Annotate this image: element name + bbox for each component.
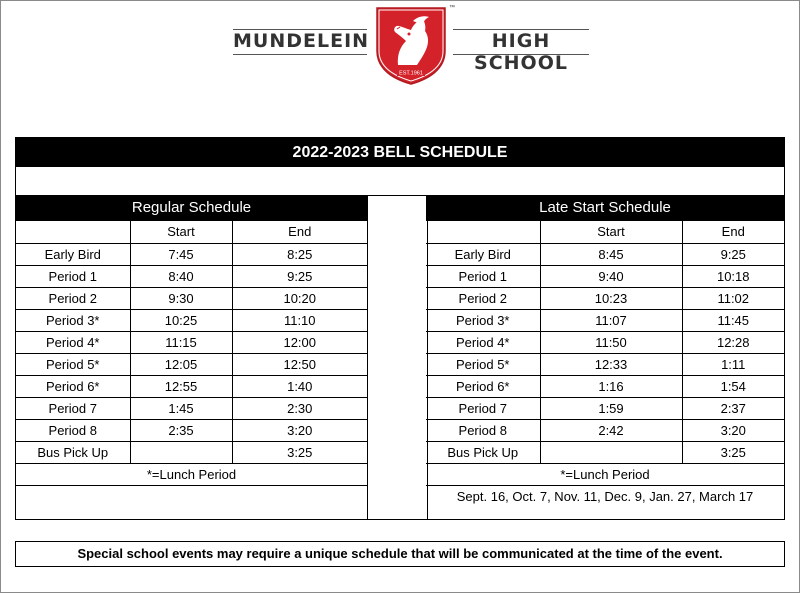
schedule-row xyxy=(426,331,784,353)
period-cell: Period 8 xyxy=(426,419,540,441)
lunch-footnote: *=Lunch Period xyxy=(16,463,367,485)
period-cell: Period 7 xyxy=(426,397,540,419)
start-time-cell: 1:59 xyxy=(540,397,682,419)
brand-name-right: HIGH SCHOOL xyxy=(453,29,589,55)
regular-schedule xyxy=(16,195,367,507)
schedule-row xyxy=(426,441,784,463)
end-time-cell: 12:28 xyxy=(682,331,784,353)
end-time-cell: 1:54 xyxy=(682,375,784,397)
end-time-cell: 2:30 xyxy=(232,397,367,419)
start-time-cell: 8:45 xyxy=(540,243,682,265)
footnote-row xyxy=(426,463,784,485)
schedule-row xyxy=(426,419,784,441)
title-spacer-row xyxy=(16,167,784,196)
regular-schedule-grid xyxy=(16,221,367,507)
period-header-cell xyxy=(426,221,540,243)
period-cell: Period 8 xyxy=(16,419,130,441)
start-time-cell: 1:45 xyxy=(130,397,232,419)
schedule-row xyxy=(16,309,367,331)
mustang-logo-icon xyxy=(373,5,449,85)
start-time-cell: 2:42 xyxy=(540,419,682,441)
end-time-cell: 12:50 xyxy=(232,353,367,375)
period-cell: Period 4* xyxy=(426,331,540,353)
period-cell: Period 2 xyxy=(16,287,130,309)
period-cell: Period 6* xyxy=(426,375,540,397)
start-time-cell: 12:55 xyxy=(130,375,232,397)
end-time-cell: 1:40 xyxy=(232,375,367,397)
start-time-cell xyxy=(540,441,682,463)
start-time-cell: 12:05 xyxy=(130,353,232,375)
schedule-title: 2022-2023 BELL SCHEDULE xyxy=(16,138,784,167)
end-time-cell: 3:20 xyxy=(682,419,784,441)
period-cell: Period 3* xyxy=(426,309,540,331)
schedule-row xyxy=(426,397,784,419)
empty-cell xyxy=(16,485,367,507)
schedule-row xyxy=(16,441,367,463)
end-time-cell: 1:11 xyxy=(682,353,784,375)
schedule-row xyxy=(426,243,784,265)
schedule-row xyxy=(16,243,367,265)
schedule-row xyxy=(16,265,367,287)
schedule-row xyxy=(426,309,784,331)
start-time-cell: 2:35 xyxy=(130,419,232,441)
period-header-cell xyxy=(16,221,130,243)
trademark-symbol: ™ xyxy=(449,5,455,11)
end-time-cell: 3:20 xyxy=(232,419,367,441)
late-start-heading: Late Start Schedule xyxy=(426,195,784,221)
start-time-cell: 9:40 xyxy=(540,265,682,287)
period-cell: Period 7 xyxy=(16,397,130,419)
schedule-row xyxy=(16,397,367,419)
schedule-row xyxy=(16,287,367,309)
start-time-cell: 12:33 xyxy=(540,353,682,375)
start-time-cell: 11:50 xyxy=(540,331,682,353)
start-time-cell: 7:45 xyxy=(130,243,232,265)
bell-schedule-table xyxy=(15,137,785,520)
end-time-cell: 11:02 xyxy=(682,287,784,309)
schedule-row xyxy=(426,353,784,375)
schedule-row xyxy=(426,265,784,287)
end-header: End xyxy=(232,221,367,243)
end-time-cell: 10:18 xyxy=(682,265,784,287)
period-cell: Period 2 xyxy=(426,287,540,309)
brand-name-left: MUNDELEIN xyxy=(233,29,367,55)
special-events-notice: Special school events may require a unique schedule that will be communicated at the time of the event. xyxy=(15,541,785,567)
schedule-row xyxy=(16,375,367,397)
end-header: End xyxy=(682,221,784,243)
period-cell: Bus Pick Up xyxy=(426,441,540,463)
late-start-grid xyxy=(426,221,784,507)
schedule-row xyxy=(16,331,367,353)
regular-schedule-heading: Regular Schedule xyxy=(16,195,367,221)
period-cell: Period 3* xyxy=(16,309,130,331)
middle-divider-column xyxy=(367,195,428,520)
end-time-cell: 8:25 xyxy=(232,243,367,265)
period-cell: Period 1 xyxy=(16,265,130,287)
header-row xyxy=(16,221,367,243)
start-header: Start xyxy=(130,221,232,243)
lunch-footnote: *=Lunch Period xyxy=(426,463,784,485)
late-start-dates: Sept. 16, Oct. 7, Nov. 11, Dec. 9, Jan. 27, March 17 xyxy=(426,485,784,507)
end-time-cell: 11:10 xyxy=(232,309,367,331)
footnote-row xyxy=(16,463,367,485)
schedule-row xyxy=(16,419,367,441)
period-cell: Period 5* xyxy=(426,353,540,375)
end-time-cell: 10:20 xyxy=(232,287,367,309)
end-time-cell: 3:25 xyxy=(232,441,367,463)
start-time-cell: 10:23 xyxy=(540,287,682,309)
period-cell: Period 1 xyxy=(426,265,540,287)
end-time-cell: 3:25 xyxy=(682,441,784,463)
start-time-cell: 1:16 xyxy=(540,375,682,397)
start-time-cell: 8:40 xyxy=(130,265,232,287)
period-cell: Early Bird xyxy=(426,243,540,265)
period-cell: Bus Pick Up xyxy=(16,441,130,463)
period-cell: Period 4* xyxy=(16,331,130,353)
period-cell: Period 5* xyxy=(16,353,130,375)
end-time-cell: 11:45 xyxy=(682,309,784,331)
schedule-row xyxy=(426,375,784,397)
period-cell: Period 6* xyxy=(16,375,130,397)
start-time-cell xyxy=(130,441,232,463)
end-time-cell: 9:25 xyxy=(232,265,367,287)
period-cell: Early Bird xyxy=(16,243,130,265)
start-time-cell: 11:07 xyxy=(540,309,682,331)
end-time-cell: 2:37 xyxy=(682,397,784,419)
empty-row xyxy=(16,485,367,507)
schedule-row xyxy=(16,353,367,375)
start-time-cell: 10:25 xyxy=(130,309,232,331)
end-time-cell: 12:00 xyxy=(232,331,367,353)
logo-established-text: EST.1961 xyxy=(399,70,423,77)
late-start-dates-row xyxy=(426,485,784,507)
start-time-cell: 9:30 xyxy=(130,287,232,309)
late-start-schedule xyxy=(426,195,784,507)
schedule-row xyxy=(426,287,784,309)
start-time-cell: 11:15 xyxy=(130,331,232,353)
start-header: Start xyxy=(540,221,682,243)
header-row xyxy=(426,221,784,243)
end-time-cell: 9:25 xyxy=(682,243,784,265)
